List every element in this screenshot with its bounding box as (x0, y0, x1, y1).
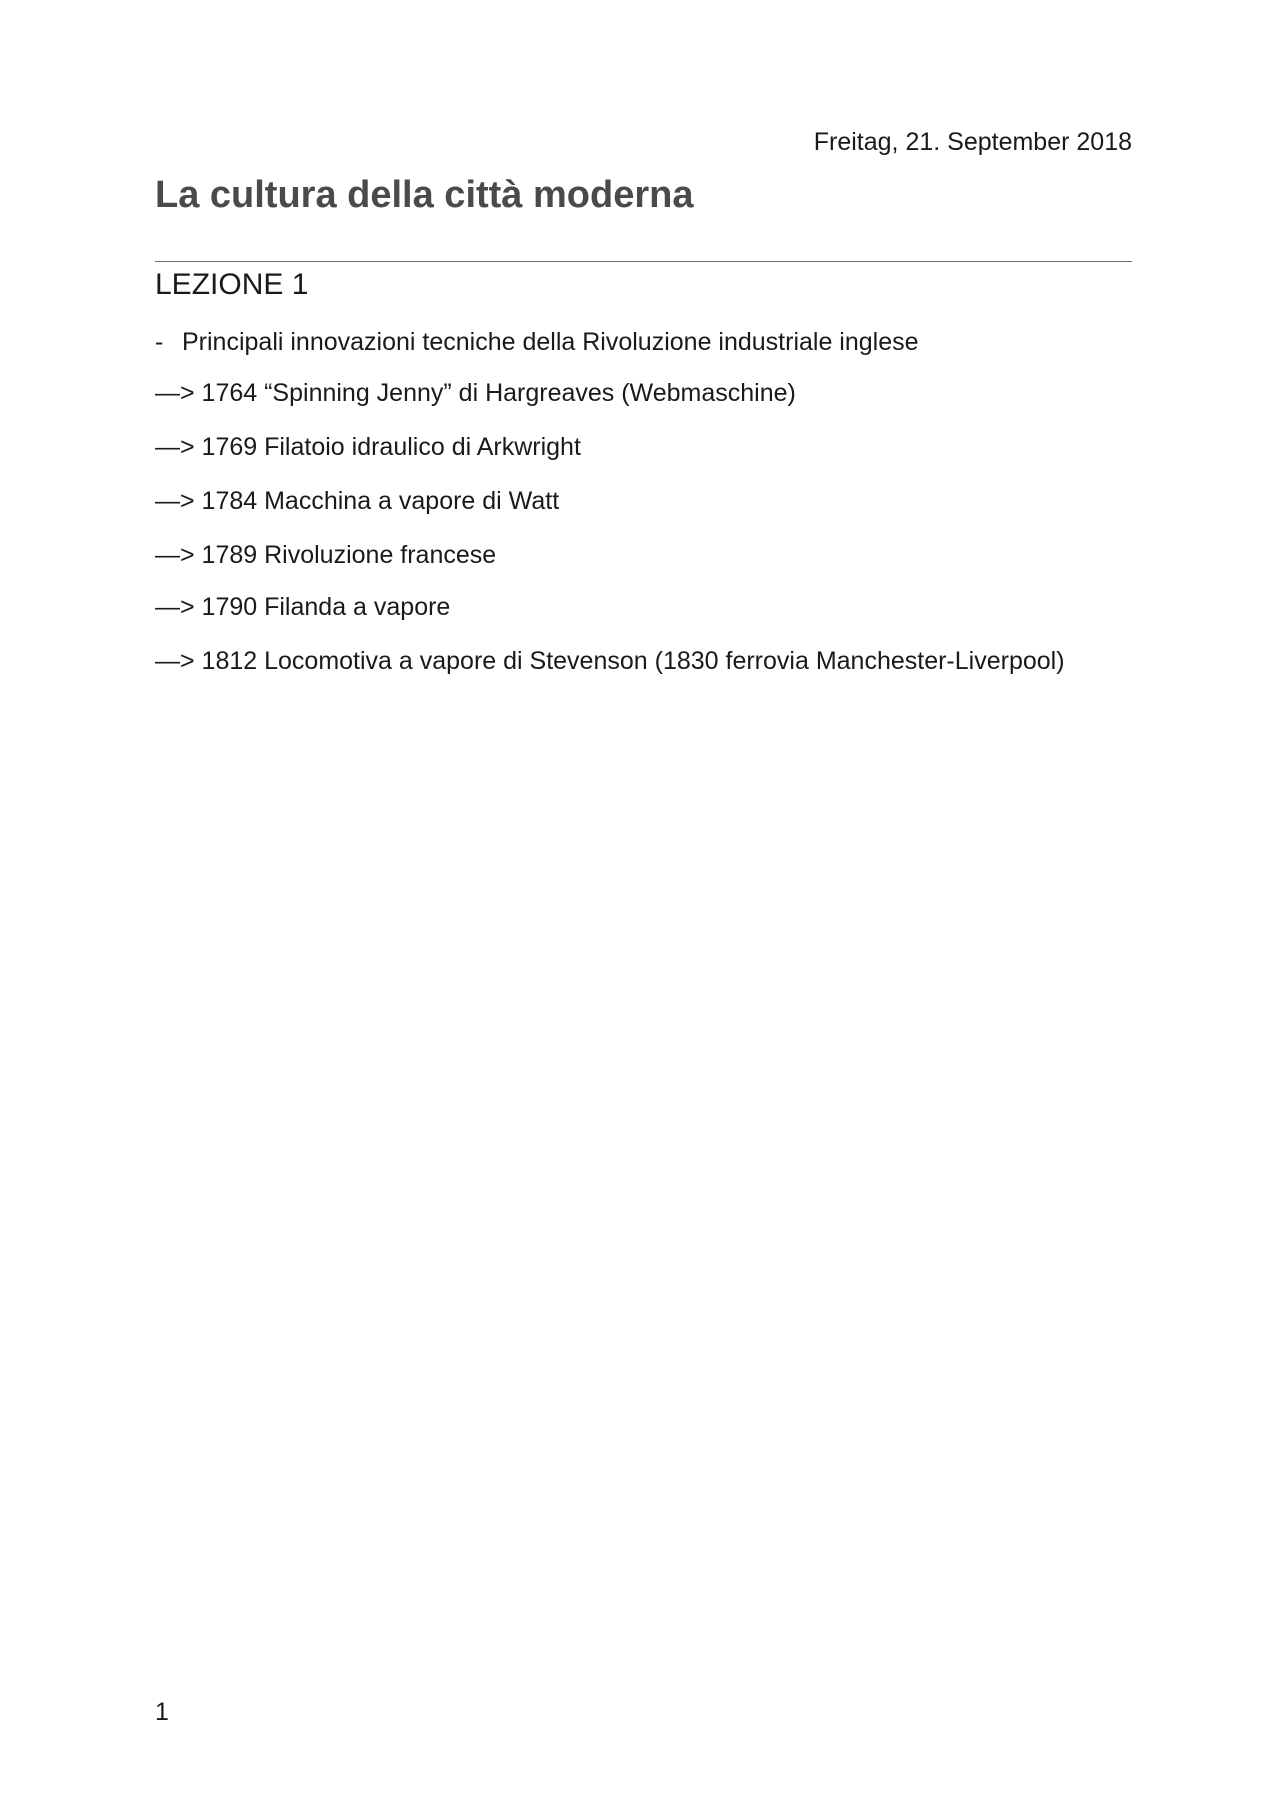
bullet-item (155, 328, 919, 357)
bullet-marker: - (155, 328, 164, 356)
timeline-item-1812: —> 1812 Locomotiva a vapore di Stevenson (1830 ferrovia Manchester-Liverpool) (155, 647, 1065, 675)
timeline-item-1784: —> 1784 Macchina a vapore di Watt (155, 487, 560, 515)
bullet-text: Principali innovazioni tecniche della Rivoluzione industriale inglese (182, 328, 919, 356)
timeline-item-1764: —> 1764 “Spinning Jenny” di Hargreaves (Webmaschine) (155, 379, 796, 407)
timeline-item-1790: —> 1790 Filanda a vapore (155, 593, 451, 621)
lesson-heading: LEZIONE 1 (155, 268, 309, 301)
page-title: La cultura della città moderna (155, 174, 694, 216)
timeline-item-1789: —> 1789 Rivoluzione francese (155, 541, 497, 569)
title-divider (155, 261, 1132, 262)
document-date: Freitag, 21. September 2018 (813, 128, 1132, 156)
page-number: 1 (155, 1698, 169, 1726)
timeline-item-1769: —> 1769 Filatoio idraulico di Arkwright (155, 433, 581, 461)
